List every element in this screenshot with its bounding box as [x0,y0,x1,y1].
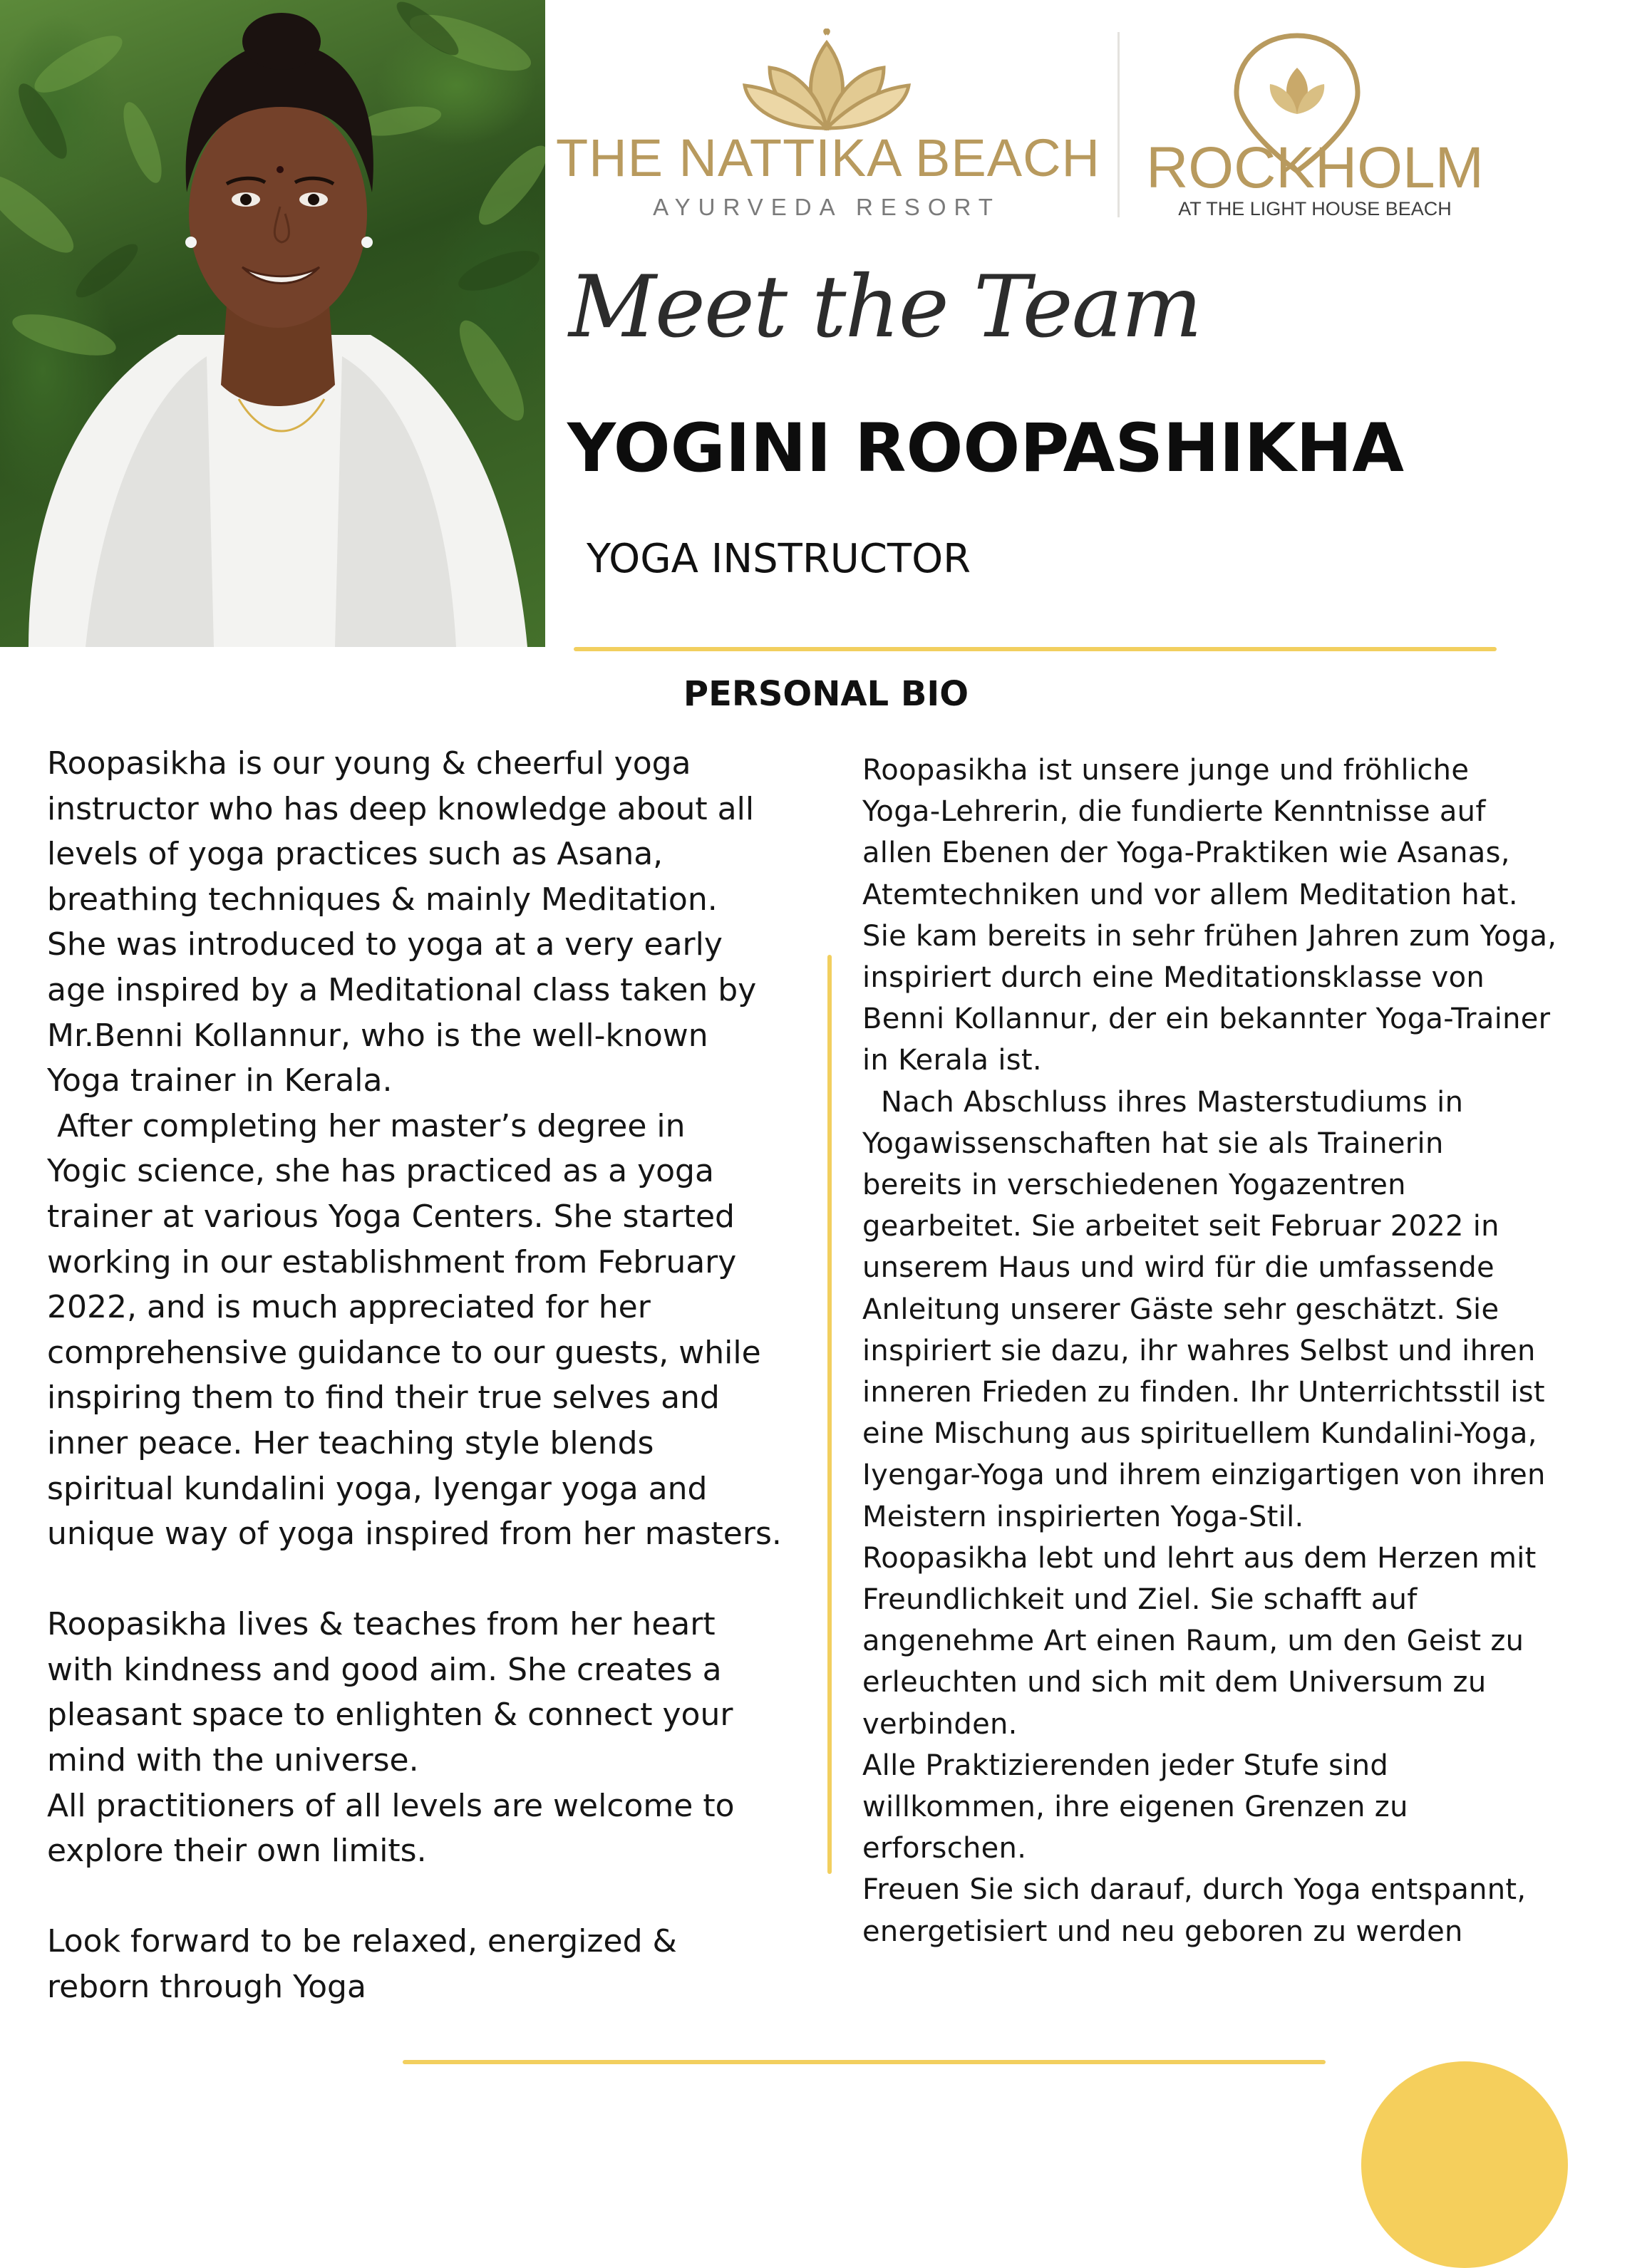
bio-de-line: Atemtechniken und vor allem Meditation hat. [862,878,1518,911]
meet-the-team-title: Meet the Team [569,258,1202,357]
bio-de-line: inneren Frieden zu finden. Ihr Unterrichtsstil ist [862,1376,1545,1409]
bio-de-line: Roopasikha ist unsere junge und fröhliche [862,754,1470,787]
nattika-tagline: AYURVEDA RESORT [653,194,1001,220]
bio-de-line: Iyengar-Yoga und ihrem einzigartigen von ihren [862,1459,1546,1492]
bio-de-line: bereits in verschiedenen Yogazentren [862,1169,1406,1202]
column-divider-line [827,955,832,1874]
bio-en-line: pleasant space to enlighten & connect your [47,1697,733,1734]
bio-english-column [47,741,817,2010]
bio-german-column [862,750,1639,1952]
rockholm-brand-name: ROCKHOLM [1146,135,1484,200]
bio-en-line: She was introduced to yoga at a very early [47,926,723,963]
bottom-divider-line [403,2060,1326,2064]
bio-en-line: comprehensive guidance to our guests, while [47,1334,761,1371]
bio-en-line: After completing her master’s degree in [47,1107,686,1144]
paragraph-gap [47,1557,817,1602]
personal-bio-heading: PERSONAL BIO [683,674,969,714]
lotus-logo-icon [745,30,909,128]
bio-en-line: mind with the universe. [47,1742,419,1779]
bio-en-line: breathing techniques & mainly Meditation. [47,881,718,918]
bio-en-line: trainer at various Yoga Centers. She started [47,1198,735,1235]
staff-name: YOGINI ROOPASHIKHA [567,410,1404,487]
rockholm-tagline: AT THE LIGHT HOUSE BEACH [1178,198,1452,219]
bio-en-line: Roopasikha is our young & cheerful yoga [47,745,691,782]
decorative-circle [1361,2061,1568,2268]
bio-de-line: Nach Abschluss ihres Masterstudiums in [862,1085,1464,1119]
bio-de-line: Meistern inspirierten Yoga-Stil. [862,1500,1304,1533]
bio-en-line: instructor who has deep knowledge about all [47,790,755,827]
bio-de-line: Freundlichkeit und Ziel. Sie schafft auf [862,1583,1418,1617]
bio-en-line: Yoga trainer in Kerala. [47,1062,393,1099]
bio-de-line: unserem Haus und wird für die umfassende [862,1251,1494,1285]
bio-en-line: Look forward to be relaxed, energized & [47,1923,677,1960]
bio-en-line: inner peace. Her teaching style blends [47,1424,654,1461]
bio-en-line: unique way of yoga inspired from her masters. [47,1516,782,1553]
bio-de-line: Yoga-Lehrerin, die fundierte Kenntnisse auf [862,795,1486,829]
bio-en-line: explore their own limits. [47,1833,427,1870]
bio-en-line: working in our establishment from February [47,1243,737,1280]
bio-de-line: Yogawissenschaften hat sie als Trainerin [862,1127,1444,1160]
bio-en-line: Mr.Benni Kollannur, who is the well-known [47,1017,708,1054]
bio-de-line: Sie kam bereits in sehr frühen Jahren zum Yoga, [862,919,1557,953]
bio-de-line: erleuchten und sich mit dem Universum zu [862,1666,1487,1699]
bio-de-line: erforschen. [862,1832,1027,1865]
bio-de-line: eine Mischung aus spirituellem Kundalini-Yoga, [862,1417,1537,1451]
bio-de-line: verbinden. [862,1707,1018,1741]
bio-en-line: reborn through Yoga [47,1969,366,2006]
bio-en-line: levels of yoga practices such as Asana, [47,836,664,873]
bio-de-line: inspiriert sie dazu, ihr wahres Selbst und ihren [862,1334,1536,1367]
portrait-illustration [0,0,545,647]
paragraph-gap [47,1874,817,1920]
bio-en-line: inspiring them to find their true selves and [47,1379,720,1417]
bio-de-line: gearbeitet. Sie arbeitet seit Februar 2022 in [862,1210,1499,1243]
bio-en-line: 2022, and is much appreciated for her [47,1289,651,1326]
bio-de-line: Anleitung unserer Gäste sehr geschätzt. Sie [862,1293,1499,1326]
nattika-brand-name: THE NATTIKA BEACH [556,128,1100,187]
bio-en-line: spiritual kundalini yoga, Iyengar yoga and [47,1470,708,1507]
top-divider-line [574,647,1497,651]
bio-de-line: inspiriert durch eine Meditationsklasse von [862,961,1485,995]
bio-de-line: Benni Kollannur, der ein bekannter Yoga-Trainer [862,1003,1551,1036]
bio-de-line: energetisiert und neu geboren zu werden [862,1915,1463,1948]
portrait-photo [0,0,545,647]
bio-de-line: Freuen Sie sich darauf, durch Yoga entspannt, [862,1873,1527,1907]
staff-role: YOGA INSTRUCTOR [587,536,971,582]
bio-en-line: Yogic science, she has practiced as a yoga [47,1153,714,1190]
bio-de-line: Alle Praktizierenden jeder Stufe sind [862,1749,1389,1782]
bio-en-line: Roopasikha lives & teaches from her heart [47,1606,716,1643]
bio-de-line: Roopasikha lebt und lehrt aus dem Herzen mit [862,1541,1537,1575]
bio-en-line: with kindness and good aim. She creates a [47,1651,722,1688]
bio-en-line: age inspired by a Meditational class taken by [47,971,757,1008]
bio-de-line: in Kerala ist. [862,1044,1042,1077]
bio-de-line: allen Ebenen der Yoga-Praktiken wie Asanas, [862,837,1510,870]
logo-divider [1117,32,1120,217]
bio-de-line: angenehme Art einen Raum, um den Geist zu [862,1625,1524,1658]
bio-de-line: willkommen, ihre eigenen Grenzen zu [862,1791,1408,1824]
bio-en-line: All practitioners of all levels are welcome to [47,1787,735,1824]
